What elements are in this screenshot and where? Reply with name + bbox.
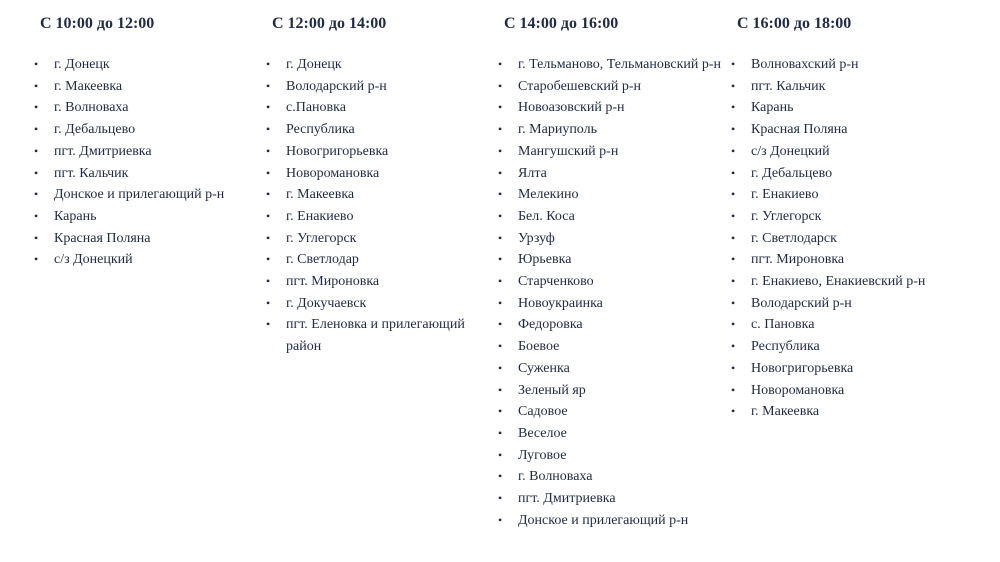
- list-item: • с/з Донецкий: [731, 141, 993, 163]
- list-item: • Республика: [266, 119, 494, 141]
- list-item: • г. Енакиево: [731, 184, 993, 206]
- list-item: • Володарский р-н: [266, 76, 494, 98]
- list-item: • Боевое: [498, 336, 726, 358]
- location-list: [266, 54, 494, 358]
- list-item: • г. Светлодарск: [731, 228, 993, 250]
- list-item: • г. Донецк: [34, 54, 256, 76]
- list-item: • пгт. Мироновка: [266, 271, 494, 293]
- list-item: • Старченково: [498, 271, 726, 293]
- list-item: • г. Докучаевск: [266, 293, 494, 315]
- list-item: • г. Мариуполь: [498, 119, 726, 141]
- list-item: • Республика: [731, 336, 993, 358]
- list-item: • г. Енакиево, Енакиевский р-н: [731, 271, 993, 293]
- list-item: • Садовое: [498, 401, 726, 423]
- schedule-column-2: [266, 14, 494, 358]
- list-item: • г. Енакиево: [266, 206, 494, 228]
- list-item: • Новогригорьевка: [266, 141, 494, 163]
- list-item: • Веселое: [498, 423, 726, 445]
- list-item: • пгт. Еленовка и прилегающий район: [266, 314, 494, 357]
- schedule-column-4: [731, 14, 993, 423]
- list-item: • Старобешевский р-н: [498, 76, 726, 98]
- list-item: • Мангушский р-н: [498, 141, 726, 163]
- list-item: • Новоукраинка: [498, 293, 726, 315]
- list-item: • пгт. Кальчик: [34, 163, 256, 185]
- list-item: • Урзуф: [498, 228, 726, 250]
- list-item: • Донское и прилегающий р-н: [34, 184, 256, 206]
- list-item: • Мелекино: [498, 184, 726, 206]
- list-item: • Ялта: [498, 163, 726, 185]
- list-item: • г. Волноваха: [498, 466, 726, 488]
- schedule-column-3: [498, 14, 726, 531]
- list-item: • пгт. Дмитриевка: [34, 141, 256, 163]
- list-item: • Федоровка: [498, 314, 726, 336]
- list-item: • Карань: [731, 97, 993, 119]
- location-list: [731, 54, 993, 423]
- location-list: [34, 54, 256, 271]
- list-item: • г. Светлодар: [266, 249, 494, 271]
- list-item: • Новогригорьевка: [731, 358, 993, 380]
- list-item: • с. Пановка: [731, 314, 993, 336]
- list-item: • Володарский р-н: [731, 293, 993, 315]
- column-title: С 16:00 до 18:00: [737, 15, 852, 32]
- column-title: С 10:00 до 12:00: [40, 15, 155, 32]
- list-item: • г. Макеевка: [731, 401, 993, 423]
- schedule-column-1: [34, 14, 256, 271]
- list-item: • г. Макеевка: [34, 76, 256, 98]
- list-item: • Бел. Коса: [498, 206, 726, 228]
- list-item: • пгт. Дмитриевка: [498, 488, 726, 510]
- list-item: • г. Углегорск: [266, 228, 494, 250]
- column-title: С 12:00 до 14:00: [272, 15, 387, 32]
- list-item: • Луговое: [498, 445, 726, 467]
- list-item: • с/з Донецкий: [34, 249, 256, 271]
- list-item: • Красная Поляна: [731, 119, 993, 141]
- list-item: • Юрьевка: [498, 249, 726, 271]
- list-item: • Карань: [34, 206, 256, 228]
- list-item: • пгт. Кальчик: [731, 76, 993, 98]
- list-item: • Зеленый яр: [498, 380, 726, 402]
- list-item: • г. Углегорск: [731, 206, 993, 228]
- column-title: С 14:00 до 16:00: [504, 15, 619, 32]
- list-item: • г. Макеевка: [266, 184, 494, 206]
- list-item: • Суженка: [498, 358, 726, 380]
- list-item: • г. Дебальцево: [731, 163, 993, 185]
- list-item: • Новоромановка: [266, 163, 494, 185]
- list-item: • пгт. Мироновка: [731, 249, 993, 271]
- list-item: • г. Тельманово, Тельмановский р-н: [498, 54, 726, 76]
- list-item: • Красная Поляна: [34, 228, 256, 250]
- list-item: • Донское и прилегающий р-н: [498, 510, 726, 532]
- list-item: • с.Пановка: [266, 97, 494, 119]
- list-item: • г. Донецк: [266, 54, 494, 76]
- list-item: • Новоромановка: [731, 380, 993, 402]
- list-item: • Волновахский р-н: [731, 54, 993, 76]
- list-item: • Новоазовский р-н: [498, 97, 726, 119]
- list-item: • г. Дебальцево: [34, 119, 256, 141]
- location-list: [498, 54, 726, 531]
- list-item: • г. Волноваха: [34, 97, 256, 119]
